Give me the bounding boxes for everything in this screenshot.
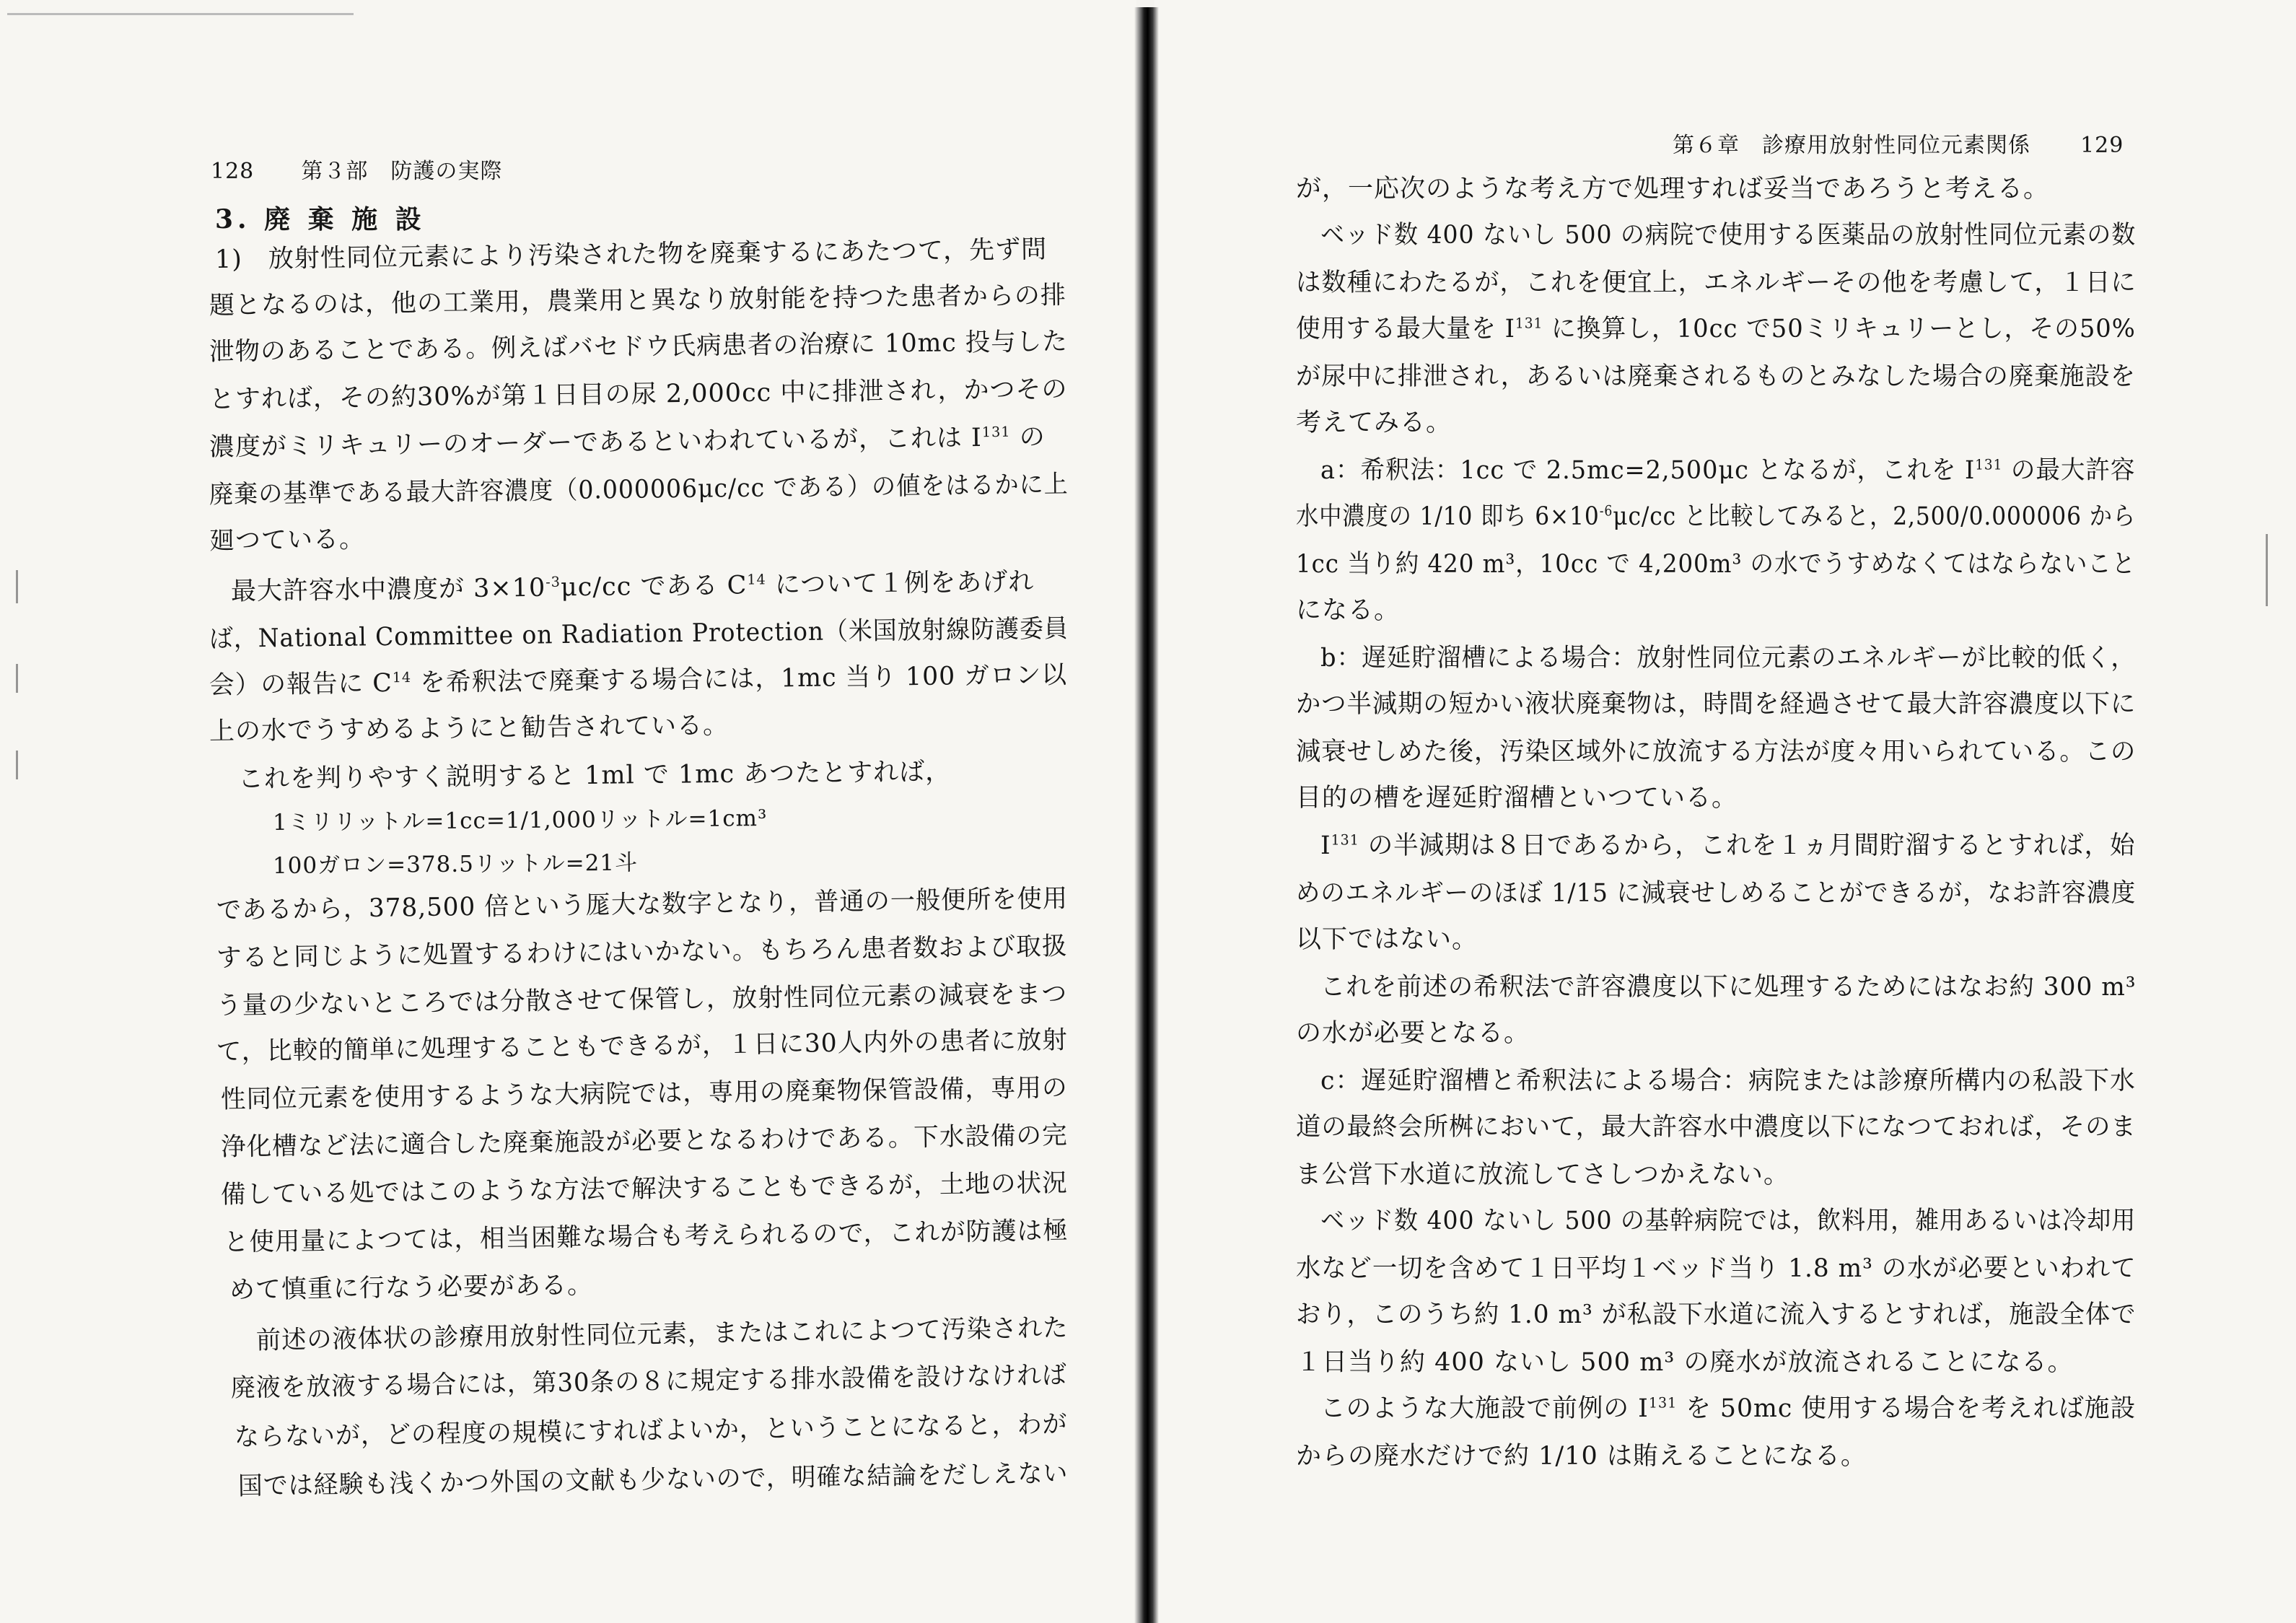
text-line: 目的の槽を遅延貯溜槽といつている。: [1296, 784, 1738, 813]
formula-line: 1ミリリットル=1cc=1/1,000リットル=1cm³: [272, 805, 768, 836]
text-line: う量の少ないところでは分散させて保管し，放射性同位元素の減衰をまつ: [216, 979, 1068, 1020]
text-line: c：遅延貯溜槽と希釈法による場合：病院または診療所構内の私設下水: [1320, 1067, 2136, 1095]
text-line: ベッド数 400 ないし 500 の基幹病院では，飲料用，雑用あるいは冷却用: [1320, 1207, 2137, 1235]
text-line: 濃度がミリキュリーのオーダーであるといわれているが，これは $I^{131}$ の: [209, 422, 1046, 462]
text-line: 廻つている。: [209, 525, 366, 556]
text-line: 最大許容水中濃度が $3\times 10^{-3}\mu c/cc$ である $C^{14}$ について１例をあげれ: [230, 567, 1035, 606]
text-line: めて慎重に行なう必要がある。: [229, 1270, 594, 1305]
scan-mark: [16, 751, 18, 779]
text-line: 1cc 当り約 420 m³，10cc で 4,200m³ の水でうすめなくてはならないこと: [1296, 550, 2137, 579]
text-line: になる。: [1296, 596, 1401, 625]
right-running-head: [1673, 127, 2124, 159]
scan-mark: [16, 570, 18, 603]
text-line: 廃液を放液する場合には，第30条の８に規定する排水設備を設けなければ: [230, 1360, 1068, 1403]
text-line: の水が必要となる。: [1296, 1019, 1530, 1048]
left-page-number: 128: [211, 159, 255, 184]
text-line: は数種にわたるが，これを便宜上，エネルギーその他を考慮して，１日に: [1296, 268, 2137, 297]
text-line: これを前述の希釈法で許容濃度以下に処理するためにはなお約 300 m³: [1320, 973, 2137, 1002]
text-line: と使用量によつては，相当困難な場合も考えられるので，これが防護は極: [223, 1216, 1069, 1257]
text-line: て，比較的簡単に処理することもできるが，１日に30人内外の患者に放射: [216, 1025, 1069, 1067]
book-gutter: [1134, 7, 1159, 1623]
text-line: 使用する最大量を $I^{131}$ に換算し，10cc で50ミリキュリーとし，その50%: [1296, 315, 2136, 344]
text-line: であるから，378,500 倍という厖大な数字となり，普通の一般便所を使用: [216, 884, 1069, 925]
text-line: すると同じように処置するわけにはいかない。もちろん患者数および取扱: [216, 932, 1068, 973]
text-line: $I^{131}$ の半減期は８日であるから，これを１ヵ月間貯溜するとすれば，始: [1320, 831, 2136, 860]
text-line: 道の最終会所桝において，最大許容水中濃度以下になつておれば，そのま: [1296, 1113, 2137, 1142]
text-line: 題となるのは，他の工業用，農業用と異なり放射能を持つた患者からの排: [209, 281, 1067, 320]
left-section-label: 第３部 防護の実際: [301, 159, 503, 184]
text-line: ま公営下水道に放流してさしつかえない。: [1296, 1160, 1790, 1189]
text-line: からの廃水だけで約 1/10 は賄えることになる。: [1296, 1442, 1867, 1471]
text-line: ば，National Committee on Radiation Protection（米国放射線防護委員: [209, 614, 1069, 654]
left-running-head: [211, 153, 502, 185]
text-line: 上の水でうすめるようにと勧告されている。: [209, 711, 729, 746]
text-line: これを判りやすく説明すると 1ml で 1mc あつたとすれば，: [237, 757, 952, 794]
scan-mark: [2266, 534, 2268, 606]
scan-mark: [16, 664, 18, 693]
text-line: 考えてみる。: [1296, 408, 1452, 437]
text-line: 以下ではない。: [1296, 925, 1478, 954]
text-line: が，一応次のような考え方で処理すれば妥当であろうと考える。: [1296, 175, 2050, 204]
text-line: めのエネルギーのほぼ 1/15 に減衰せしめることができるが，なお許容濃度: [1296, 879, 2137, 908]
text-line: 水中濃度の 1/10 即ち $6\times 10^{-6}\mu c/cc$ と比較してみると，2,500/0.000006 から: [1296, 502, 2136, 531]
text-line: 国では経験も浅くかつ外国の文献も少ないので，明確な結論をだしえない: [237, 1458, 1069, 1501]
text-line: かつ半減期の短かい液状廃棄物は，時間を経過させて最大許容濃度以下に: [1296, 690, 2137, 719]
text-line: 浄化槽など法に適合した廃棄施設が必要となるわけである。下水設備の完: [220, 1121, 1068, 1162]
text-line: 泄物のあることである。例えばバセドウ氏病患者の治療に 10mc 投与した: [209, 327, 1069, 367]
text-line: 水など一切を含めて１日平均１ベッド当り 1.8 m³ の水が必要といわれて: [1296, 1254, 2137, 1283]
text-line: 会）の報告に $C^{14}$ を希釈法で廃棄する場合には，1mc 当り 100 ガロン以: [209, 660, 1068, 700]
text-line: とすれば，その約30%が第１日目の尿 2,000cc 中に排泄され，かつその: [209, 375, 1068, 414]
text-line: a：希釈法：1cc で 2.5mc=2,500μc となるが，これを $I^{131}$ の最大許容: [1320, 456, 2136, 485]
section-title: 3. 廃 棄 施 設: [215, 204, 426, 235]
text-line: b：遅延貯溜槽による場合：放射性同位元素のエネルギーが比較的低く，: [1320, 644, 2137, 673]
top-edge-mark: [7, 13, 354, 15]
text-line: 備している処ではこのような方法で解決することもできるが，土地の状況: [220, 1168, 1068, 1209]
text-line: 減衰せしめた後，汚染区域外に放流する方法が度々用いられている。この: [1296, 738, 2137, 766]
text-line: おり，このうち約 1.0 m³ が私設下水道に流入するとすれば，施設全体で: [1296, 1300, 2137, 1329]
text-line: このような大施設で前例の $I^{131}$ を 50mc 使用する場合を考えれば施設: [1320, 1394, 2137, 1423]
text-line: が尿中に排泄され，あるいは廃棄されるものとみなした場合の廃棄施設を: [1296, 362, 2136, 391]
text-line: 1) 放射性同位元素により汚染された物を廃棄するにあたつて，先ず問: [214, 235, 1048, 274]
text-line: ベッド数 400 ないし 500 の病院で使用する医薬品の放射性同位元素の数: [1320, 221, 2137, 250]
text-line: １日当り約 400 ないし 500 m³ の廃水が放流されることになる。: [1296, 1348, 2074, 1377]
text-line: 廃棄の基準である最大許容濃度（0.000006μc/cc である）の値をはるかに上: [209, 470, 1069, 509]
text-line: 前述の液体状の診療用放射性同位元素，またはこれによつて汚染された: [255, 1313, 1069, 1355]
formula-line: 100ガロン=378.5リットル=21斗: [272, 849, 639, 879]
text-line: 性同位元素を使用するような大病院では，専用の廃棄物保管設備，専用の: [220, 1073, 1068, 1114]
text-line: ならないが，どの程度の規模にすればよいか，ということになると，わが: [234, 1409, 1068, 1452]
right-page-number: 129: [2080, 133, 2124, 158]
right-chapter-label: 第６章 診療用放射性同位元素関係: [1673, 133, 2030, 158]
